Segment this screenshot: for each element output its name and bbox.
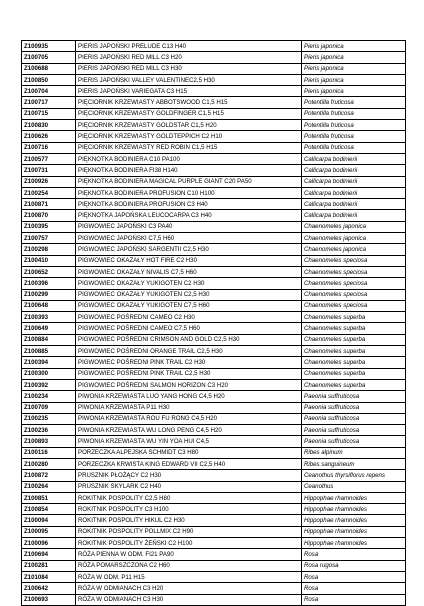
- latin-name-cell: Chaenomeles superba: [302, 379, 406, 390]
- product-name-cell: PIĘCIORNIK KRZEWIASTY GOLDTEPPICH C2 H10: [76, 131, 302, 142]
- product-code-cell: Z100935: [22, 41, 76, 52]
- table-row: [22, 86, 406, 97]
- product-code-cell: Z100652: [22, 266, 76, 277]
- product-code-cell: Z100851: [22, 492, 76, 503]
- product-name-cell: RÓŻA W ODM. P11 H15: [76, 571, 302, 582]
- table-row: [22, 176, 406, 187]
- table-row: [22, 74, 406, 85]
- product-code-cell: Z100235: [22, 413, 76, 424]
- product-code-cell: Z100094: [22, 515, 76, 526]
- latin-name-cell: Chaenomeles superba: [302, 368, 406, 379]
- latin-name-cell: Rosa: [302, 583, 406, 594]
- table-row: [22, 289, 406, 300]
- product-name-cell: RÓŻA W ODMIANACH C3 H30: [76, 594, 302, 605]
- product-name-cell: PIĘKNOTKA BODINIERA FI38 H140: [76, 165, 302, 176]
- product-name-cell: PIGWOWIEC POŚREDNI SALMON HORIZON C3 H20: [76, 379, 302, 390]
- product-code-cell: Z100871: [22, 199, 76, 210]
- latin-name-cell: Paeonia suffruticosa: [302, 391, 406, 402]
- product-code-cell: Z100830: [22, 120, 76, 131]
- latin-name-cell: Callicarpa bodinierii: [302, 153, 406, 164]
- product-code-cell: Z100926: [22, 176, 76, 187]
- product-name-cell: PIĘKNOTKA BODINIERA PROFUSION C3 H40: [76, 199, 302, 210]
- product-code-cell: Z100281: [22, 560, 76, 571]
- product-code-cell: Z100299: [22, 289, 76, 300]
- product-name-cell: PIERIS JAPOŃSKI VALLEY VALENTINEC2,5 H30: [76, 74, 302, 85]
- latin-name-cell: Paeonia suffruticosa: [302, 425, 406, 436]
- latin-name-cell: Ceanothus: [302, 481, 406, 492]
- latin-name-cell: Paeonia suffruticosa: [302, 402, 406, 413]
- table-row: [22, 334, 406, 345]
- latin-name-cell: Callicarpa bodinierii: [302, 199, 406, 210]
- table-row: [22, 221, 406, 232]
- table-row: [22, 323, 406, 334]
- product-code-cell: Z100392: [22, 379, 76, 390]
- product-code-cell: Z100234: [22, 391, 76, 402]
- product-code-cell: Z100885: [22, 346, 76, 357]
- latin-name-cell: Chaenomeles speciosa: [302, 266, 406, 277]
- product-name-cell: PIERIS JAPOŃSKI PRELUDE C13 H40: [76, 41, 302, 52]
- latin-name-cell: Hippophae rhamnoides: [302, 504, 406, 515]
- product-code-cell: Z100642: [22, 583, 76, 594]
- latin-name-cell: Hippophae rhamnoides: [302, 492, 406, 503]
- latin-name-cell: Chaenomeles speciosa: [302, 255, 406, 266]
- latin-name-cell: Chaenomeles speciosa: [302, 278, 406, 289]
- latin-name-cell: Chaenomeles japonica: [302, 244, 406, 255]
- product-name-cell: PIGWOWIEC JAPOŃSKI SARGENTII C2,5 H30: [76, 244, 302, 255]
- latin-name-cell: Rosa: [302, 594, 406, 605]
- latin-name-cell: Potentilla fruticosa: [302, 108, 406, 119]
- latin-name-cell: Chaenomeles superba: [302, 346, 406, 357]
- product-code-cell: Z100757: [22, 233, 76, 244]
- latin-name-cell: Chaenomeles superba: [302, 334, 406, 345]
- product-name-cell: PIGWOWIEC POŚREDNI PINK TRAIL C2 H30: [76, 357, 302, 368]
- product-code-cell: Z100096: [22, 538, 76, 549]
- latin-name-cell: Potentilla fruticosa: [302, 97, 406, 108]
- product-name-cell: PIĘKNOTKA BODINIERA C10 PA100: [76, 153, 302, 164]
- product-name-cell: PIĘCIORNIK KRZEWIASTY RED ROBIN C1,5 H15: [76, 142, 302, 153]
- latin-name-cell: Callicarpa bodinierii: [302, 210, 406, 221]
- plant-table: [21, 40, 406, 606]
- latin-name-cell: Callicarpa bodinierii: [302, 187, 406, 198]
- product-name-cell: ROKITNIK POSPOLITY C3 H100: [76, 504, 302, 515]
- product-name-cell: PRUSZNIK SKYLARK C2 H40: [76, 481, 302, 492]
- latin-name-cell: Chaenomeles superba: [302, 323, 406, 334]
- product-code-cell: Z100693: [22, 594, 76, 605]
- table-row: [22, 210, 406, 221]
- latin-name-cell: Rosa: [302, 571, 406, 582]
- product-name-cell: PIWONIA KRZEWIASTA P11 H30: [76, 402, 302, 413]
- latin-name-cell: Chaenomeles superba: [302, 357, 406, 368]
- latin-name-cell: Ceanothus thyrsiflorus repens: [302, 470, 406, 481]
- table-row: [22, 108, 406, 119]
- table-row: [22, 300, 406, 311]
- latin-name-cell: Hippophae rhamnoides: [302, 538, 406, 549]
- product-name-cell: RÓŻA W ODMIANACH C3 H20: [76, 583, 302, 594]
- table-row: [22, 368, 406, 379]
- product-code-cell: Z100254: [22, 187, 76, 198]
- latin-name-cell: Callicarpa bodinierii: [302, 176, 406, 187]
- product-name-cell: ROKITNIK POSPOLITY ŻEŃSKI C2 H100: [76, 538, 302, 549]
- latin-name-cell: Rosa: [302, 549, 406, 560]
- table-row: [22, 504, 406, 515]
- product-name-cell: PIGWOWIEC OKAZAŁY YUKIGOTEN C2,5 H30: [76, 289, 302, 300]
- latin-name-cell: Potentilla fruticosa: [302, 142, 406, 153]
- table-row: [22, 120, 406, 131]
- product-name-cell: PIWONIA KRZEWIASTA LUO YANG HONG C4,5 H20: [76, 391, 302, 402]
- product-code-cell: Z100410: [22, 255, 76, 266]
- table-row: [22, 63, 406, 74]
- product-name-cell: ROKITNIK POSPOLITY POLLMIX C2 H90: [76, 526, 302, 537]
- product-name-cell: PIGWOWIEC OKAZAŁY NIVALIS C7,5 H60: [76, 266, 302, 277]
- latin-name-cell: Callicarpa bodinierii: [302, 165, 406, 176]
- product-name-cell: RÓŻA POMARSZCZONA C2 H60: [76, 560, 302, 571]
- table-row: [22, 549, 406, 560]
- table-row: [22, 492, 406, 503]
- table-row: [22, 470, 406, 481]
- product-code-cell: Z100705: [22, 52, 76, 63]
- product-name-cell: PIWONIA KRZEWIASTA WU LONG PENG C4,5 H20: [76, 425, 302, 436]
- product-code-cell: Z100709: [22, 402, 76, 413]
- product-code-cell: Z100694: [22, 549, 76, 560]
- table-row: [22, 142, 406, 153]
- table-row: [22, 41, 406, 52]
- latin-name-cell: Potentilla fruticosa: [302, 131, 406, 142]
- table-row: [22, 447, 406, 458]
- product-name-cell: PIGWOWIEC JAPOŃSKI C7,5 H60: [76, 233, 302, 244]
- latin-name-cell: Hippophae rhamnoides: [302, 515, 406, 526]
- product-name-cell: PIĘKNOTKA BODINIERA PROFUSION C10 H100: [76, 187, 302, 198]
- product-name-cell: ROKITNIK POSPOLITY HIKUL C2 H30: [76, 515, 302, 526]
- table-row: [22, 346, 406, 357]
- product-code-cell: Z100649: [22, 323, 76, 334]
- table-row: [22, 436, 406, 447]
- product-code-cell: Z100648: [22, 300, 76, 311]
- product-code-cell: Z100854: [22, 504, 76, 515]
- latin-name-cell: Pieris japonica: [302, 52, 406, 63]
- product-code-cell: Z101084: [22, 571, 76, 582]
- table-row: [22, 233, 406, 244]
- product-code-cell: Z100870: [22, 210, 76, 221]
- latin-name-cell: Chaenomeles japonica: [302, 221, 406, 232]
- product-code-cell: Z100394: [22, 357, 76, 368]
- plant-table-body: [22, 41, 406, 606]
- table-row: [22, 357, 406, 368]
- table-row: [22, 413, 406, 424]
- product-code-cell: Z100850: [22, 74, 76, 85]
- table-row: [22, 379, 406, 390]
- product-code-cell: Z100731: [22, 165, 76, 176]
- product-name-cell: PIĘCIORNIK KRZEWIASTY ABBOTSWOOD C1,5 H15: [76, 97, 302, 108]
- product-name-cell: PIWONIA KRZEWIASTA WU YIN YOA HUI C4,5: [76, 436, 302, 447]
- table-row: [22, 187, 406, 198]
- product-code-cell: Z100300: [22, 368, 76, 379]
- product-code-cell: Z100716: [22, 142, 76, 153]
- product-name-cell: RÓŻA PIENNA W ODM. FI21 PA90: [76, 549, 302, 560]
- product-code-cell: Z100236: [22, 425, 76, 436]
- product-name-cell: PRUSZNIK PŁOŻĄCY C2 H30: [76, 470, 302, 481]
- product-code-cell: Z100395: [22, 221, 76, 232]
- table-row: [22, 538, 406, 549]
- product-name-cell: PIGWOWIEC POŚREDNI CRIMSON AND GOLD C2,5 H30: [76, 334, 302, 345]
- product-name-cell: PIGWOWIEC POŚREDNI ORANGE TRAIL C2,5 H30: [76, 346, 302, 357]
- table-row: [22, 199, 406, 210]
- latin-name-cell: Pieris japonica: [302, 41, 406, 52]
- product-name-cell: PIGWOWIEC JAPOŃSKI C3 PA40: [76, 221, 302, 232]
- product-code-cell: Z100396: [22, 278, 76, 289]
- table-row: [22, 425, 406, 436]
- product-name-cell: PIĘCIORNIK KRZEWIASTY GOLDFINGER C1,5 H15: [76, 108, 302, 119]
- table-row: [22, 278, 406, 289]
- table-row: [22, 560, 406, 571]
- table-row: [22, 391, 406, 402]
- product-name-cell: PIERIS JAPOŃSKI RED MILL C3 H20: [76, 52, 302, 63]
- latin-name-cell: Ribes alpinum: [302, 447, 406, 458]
- latin-name-cell: Chaenomeles speciosa: [302, 300, 406, 311]
- latin-name-cell: Chaenomeles japonica: [302, 233, 406, 244]
- product-code-cell: Z100280: [22, 458, 76, 469]
- product-name-cell: PIGWOWIEC OKAZAŁY YUKIGOTEN C7,5 H60: [76, 300, 302, 311]
- table-row: [22, 153, 406, 164]
- product-name-cell: PORZECZKA KRWISTA KING EDWARD VII C2,5 H40: [76, 458, 302, 469]
- product-name-cell: PIGWOWIEC POŚREDNI PINK TRAIL C2,5 H30: [76, 368, 302, 379]
- latin-name-cell: Hippophae rhamnoides: [302, 526, 406, 537]
- table-row: [22, 402, 406, 413]
- product-name-cell: PIĘKNOTKA BODINIERA MAGICAL PURPLE GIANT C20 PA50: [76, 176, 302, 187]
- product-code-cell: Z100577: [22, 153, 76, 164]
- latin-name-cell: Potentilla fruticosa: [302, 120, 406, 131]
- latin-name-cell: Pieris japonica: [302, 74, 406, 85]
- table-row: [22, 266, 406, 277]
- product-code-cell: Z100264: [22, 481, 76, 492]
- product-code-cell: Z100884: [22, 334, 76, 345]
- table-row: [22, 458, 406, 469]
- product-name-cell: PIGWOWIEC OKAZAŁY HOT FIRE C2 H30: [76, 255, 302, 266]
- product-code-cell: Z100893: [22, 436, 76, 447]
- product-code-cell: Z100116: [22, 447, 76, 458]
- table-row: [22, 526, 406, 537]
- product-name-cell: PORZECZKA ALPEJSKA SCHMIDT C3 H80: [76, 447, 302, 458]
- product-code-cell: Z100298: [22, 244, 76, 255]
- table-row: [22, 244, 406, 255]
- product-code-cell: Z100715: [22, 108, 76, 119]
- table-row: [22, 571, 406, 582]
- product-code-cell: Z100872: [22, 470, 76, 481]
- latin-name-cell: Chaenomeles superba: [302, 312, 406, 323]
- table-row: [22, 583, 406, 594]
- latin-name-cell: Pieris japonica: [302, 86, 406, 97]
- product-name-cell: PIGWOWIEC POŚREDNI CAMEO C7,5 H60: [76, 323, 302, 334]
- product-code-cell: Z100704: [22, 86, 76, 97]
- table-row: [22, 255, 406, 266]
- product-name-cell: ROKITNIK POSPOLITY C2,5 H80: [76, 492, 302, 503]
- product-name-cell: PIĘCIORNIK KRZEWIASTY GOLDSTAR C1,5 H20: [76, 120, 302, 131]
- table-row: [22, 52, 406, 63]
- product-code-cell: Z100095: [22, 526, 76, 537]
- product-name-cell: PIERIS JAPOŃSKI RED MILL C3 H30: [76, 63, 302, 74]
- table-row: [22, 481, 406, 492]
- product-code-cell: Z100717: [22, 97, 76, 108]
- product-code-cell: Z100626: [22, 131, 76, 142]
- product-name-cell: PIĘKNOTKA JAPOŃSKA LEUCOCARPA C3 H40: [76, 210, 302, 221]
- product-name-cell: PIERIS JAPOŃSKI VARIEGATA C3 H15: [76, 86, 302, 97]
- latin-name-cell: Chaenomeles speciosa: [302, 289, 406, 300]
- product-name-cell: PIGWOWIEC OKAZAŁY YUKIGOTEN C2 H30: [76, 278, 302, 289]
- table-row: [22, 131, 406, 142]
- latin-name-cell: Rosa rugosa: [302, 560, 406, 571]
- product-code-cell: Z100688: [22, 63, 76, 74]
- table-row: [22, 515, 406, 526]
- latin-name-cell: Paeonia suffruticosa: [302, 436, 406, 447]
- table-row: [22, 165, 406, 176]
- product-code-cell: Z100393: [22, 312, 76, 323]
- table-row: [22, 312, 406, 323]
- latin-name-cell: Ribes sanguineum: [302, 458, 406, 469]
- latin-name-cell: Pieris japonica: [302, 63, 406, 74]
- table-row: [22, 97, 406, 108]
- product-name-cell: PIWONIA KRZEWIASTA ROU FU RONG C4,5 H20: [76, 413, 302, 424]
- latin-name-cell: Paeonia suffruticosa: [302, 413, 406, 424]
- product-name-cell: PIGWOWIEC POŚREDNI CAMEO C2 H30: [76, 312, 302, 323]
